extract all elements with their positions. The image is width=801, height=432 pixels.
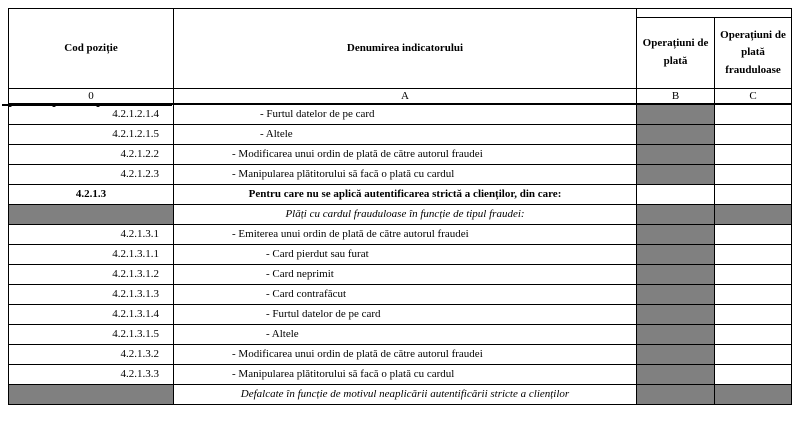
- row-col-c[interactable]: [715, 185, 792, 205]
- table-row: [9, 365, 792, 385]
- row-code: 4.2.1.3.1.5: [9, 325, 174, 345]
- table-row: [9, 265, 792, 285]
- row-name: Pentru care nu se aplică autentificarea strictă a clienților, din care:: [174, 185, 637, 205]
- table-row: [9, 345, 792, 365]
- row-col-b: [637, 205, 715, 225]
- row-code: [9, 385, 174, 405]
- row-col-c[interactable]: [715, 104, 792, 125]
- row-col-b: [637, 165, 715, 185]
- row-code: 4.2.1.2.2: [9, 145, 174, 165]
- row-col-c[interactable]: [715, 365, 792, 385]
- header-col-c: Operațiuni de plată frauduloase: [715, 18, 792, 89]
- row-col-b[interactable]: [637, 185, 715, 205]
- row-col-c[interactable]: [715, 345, 792, 365]
- row-col-c[interactable]: [715, 145, 792, 165]
- row-name: - Altele: [174, 325, 637, 345]
- row-col-b: [637, 265, 715, 285]
- row-code: 4.2.1.3.1.4: [9, 305, 174, 325]
- row-name: - Furtul datelor de pe card: [174, 305, 637, 325]
- letter-col-a: A: [174, 89, 637, 105]
- table-row: [9, 385, 792, 405]
- row-col-b: [637, 365, 715, 385]
- table-row: [9, 225, 792, 245]
- row-name: - Manipularea plătitorului să facă o plată cu cardul: [174, 365, 637, 385]
- header-code: Cod poziție: [9, 9, 174, 89]
- row-name: - Modificarea unui ordin de plată de către autorul fraudei: [174, 345, 637, 365]
- letter-col-c: C: [715, 89, 792, 105]
- row-code: 4.2.1.2.3: [9, 165, 174, 185]
- row-col-b: [637, 325, 715, 345]
- table-row: [9, 245, 792, 265]
- indicator-table: [8, 8, 792, 405]
- row-code: 4.2.1.3.3: [9, 365, 174, 385]
- row-col-c[interactable]: [715, 245, 792, 265]
- row-col-c: [715, 385, 792, 405]
- divider-dot: [8, 103, 12, 107]
- row-col-b: [637, 225, 715, 245]
- table-row: [9, 205, 792, 225]
- row-code: [9, 205, 174, 225]
- row-col-b: [637, 125, 715, 145]
- row-col-c[interactable]: [715, 225, 792, 245]
- row-code: 4.2.1.2.1.4: [9, 104, 174, 125]
- header-col-b: Operațiuni de plată: [637, 18, 715, 89]
- table-row: [9, 185, 792, 205]
- row-col-c[interactable]: [715, 265, 792, 285]
- table-row: [9, 325, 792, 345]
- row-col-b: [637, 285, 715, 305]
- table-row: [9, 285, 792, 305]
- row-col-b: [637, 345, 715, 365]
- row-col-c[interactable]: [715, 165, 792, 185]
- row-name: - Card pierdut sau furat: [174, 245, 637, 265]
- row-col-b: [637, 385, 715, 405]
- row-col-c[interactable]: [715, 125, 792, 145]
- row-name: - Altele: [174, 125, 637, 145]
- row-code: 4.2.1.3.1: [9, 225, 174, 245]
- row-name: - Furtul datelor de pe card: [174, 104, 637, 125]
- row-name: Plăți cu cardul frauduloase în funcție de tipul fraudei:: [174, 205, 637, 225]
- row-code: 4.2.1.3.2: [9, 345, 174, 365]
- table-row: [9, 165, 792, 185]
- table-row: [9, 305, 792, 325]
- letter-col-0: 0: [9, 89, 174, 105]
- table-row: [9, 104, 792, 125]
- table-row: [9, 145, 792, 165]
- row-col-b: [637, 305, 715, 325]
- row-code: 4.2.1.3.1.2: [9, 265, 174, 285]
- divider-dot: [52, 103, 56, 107]
- indicator-table-frame: [8, 8, 791, 426]
- row-code: 4.2.1.3.1.3: [9, 285, 174, 305]
- header-name: Denumirea indicatorului: [174, 9, 637, 89]
- table-row: [9, 125, 792, 145]
- row-col-b: [637, 145, 715, 165]
- row-col-b: [637, 245, 715, 265]
- section-divider-line: [2, 104, 172, 106]
- row-code: 4.2.1.2.1.5: [9, 125, 174, 145]
- row-name: - Card neprimit: [174, 265, 637, 285]
- letter-col-b: B: [637, 89, 715, 105]
- row-code: 4.2.1.3: [9, 185, 174, 205]
- row-col-c[interactable]: [715, 325, 792, 345]
- row-col-b: [637, 104, 715, 125]
- row-code: 4.2.1.3.1.1: [9, 245, 174, 265]
- row-col-c[interactable]: [715, 285, 792, 305]
- row-col-c: [715, 205, 792, 225]
- header-top-spacer: [637, 9, 792, 18]
- divider-dot: [96, 103, 100, 107]
- row-col-c[interactable]: [715, 305, 792, 325]
- row-name: - Card contrafăcut: [174, 285, 637, 305]
- row-name: Defalcate în funcție de motivul neaplicării autentificării stricte a clienților: [174, 385, 637, 405]
- row-name: - Emiterea unui ordin de plată de către autorul fraudei: [174, 225, 637, 245]
- row-name: - Manipularea plătitorului să facă o plată cu cardul: [174, 165, 637, 185]
- row-name: - Modificarea unui ordin de plată de către autorul fraudei: [174, 145, 637, 165]
